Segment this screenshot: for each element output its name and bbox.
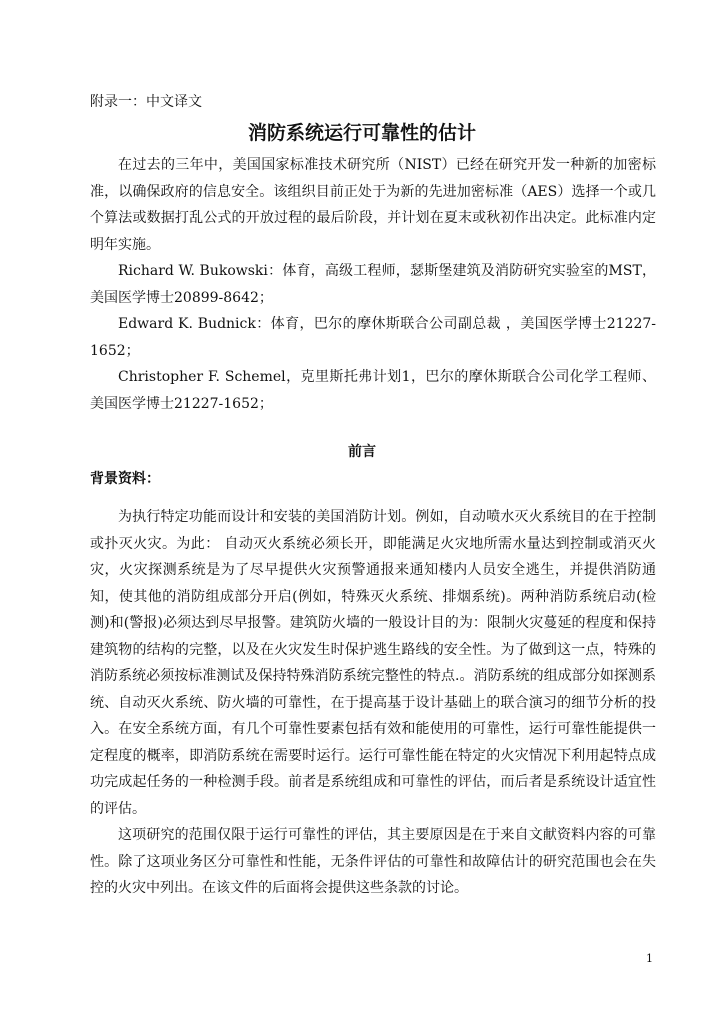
body-paragraph: 为执行特定功能而设计和安装的美国消防计划。例如，自动喷水灭火系统目的在于控制或扑灭火灾。为此： 自动灭火系统必须长开，即能满足火灾地所需水量达到控制或消灭火灾，火灾探测系统是为了尽早提供火灾预警通报来通知楼内人员安全逃生，并提供消防通知，使其他的消防组成部分开启(例如，特殊灭火系统、排烟系统)。两种消防系统启动(检测)和(警报)必须达到尽早报警。建筑防火墙的一般设计目的为：限制火灾蔓延的程度和保持建筑物的结构的完整，以及在火灾发生时保护逃生路线的安全性。为了做到这一点，特殊的消防系统必须按标准测试及保持特殊消防系统完整性的特点.。消防系统的组成部分如探测系统、自动灭火系统、防火墙的可靠性，在于提高基于设计基础上的联合演习的细节分析的投入。在安全系统方面，有几个可靠性要素包括有效和能使用的可靠性，运行可靠性能提供一定程度的概率，即消防系统在需要时运行。运行可靠性能在特定的火灾情况下利用起特点成功完成起任务的一种检测手段。前者是系统组成和可靠性的评估，而后者是系统设计适宜性的评估。: [90, 509, 656, 817]
background-section: [90, 504, 656, 902]
author-entry: Richard W. Bukowski：体育，高级工程师，瑟斯堡建筑及消防研究实验室的MST，美国医学博士20899-8642；: [90, 263, 656, 306]
page-number: 1: [646, 952, 653, 965]
author-entry: Christopher F. Schemel，克里斯托弗计划1，巴尔的摩休斯联合公司化学工程师、美国医学博士21227-1652；: [90, 369, 656, 412]
author-entry: Edward K. Budnick：体育，巴尔的摩休斯联合公司副总裁 ，美国医学博士21227-1652；: [90, 316, 656, 359]
intro-section: [90, 152, 656, 417]
document-title: 消防系统运行可靠性的估计: [247, 122, 476, 144]
section-heading: 前言: [348, 444, 376, 460]
sub-heading: 背景资料：: [90, 471, 160, 487]
body-paragraph: 这项研究的范围仅限于运行可靠性的评估，其主要原因是在于来自文献资料内容的可靠性。除了这项业务区分可靠性和性能，无条件评估的可靠性和故障估计的研究范围也会在失控的火灾中列出。在该文件的后面将会提供这些条款的讨论。: [90, 827, 656, 896]
intro-paragraph: 在过去的三年中，美国国家标准技术研究所（NIST）已经在研究开发一种新的加密标准，以确保政府的信息安全。该组织目前正处于为新的先进加密标准（AES）选择一个或几个算法或数据打乱公式的开放过程的最后阶段，并计划在夏末或秋初作出决定。此标准内定明年实施。: [90, 157, 656, 253]
appendix-label: 附录一：中文译文: [90, 94, 202, 110]
